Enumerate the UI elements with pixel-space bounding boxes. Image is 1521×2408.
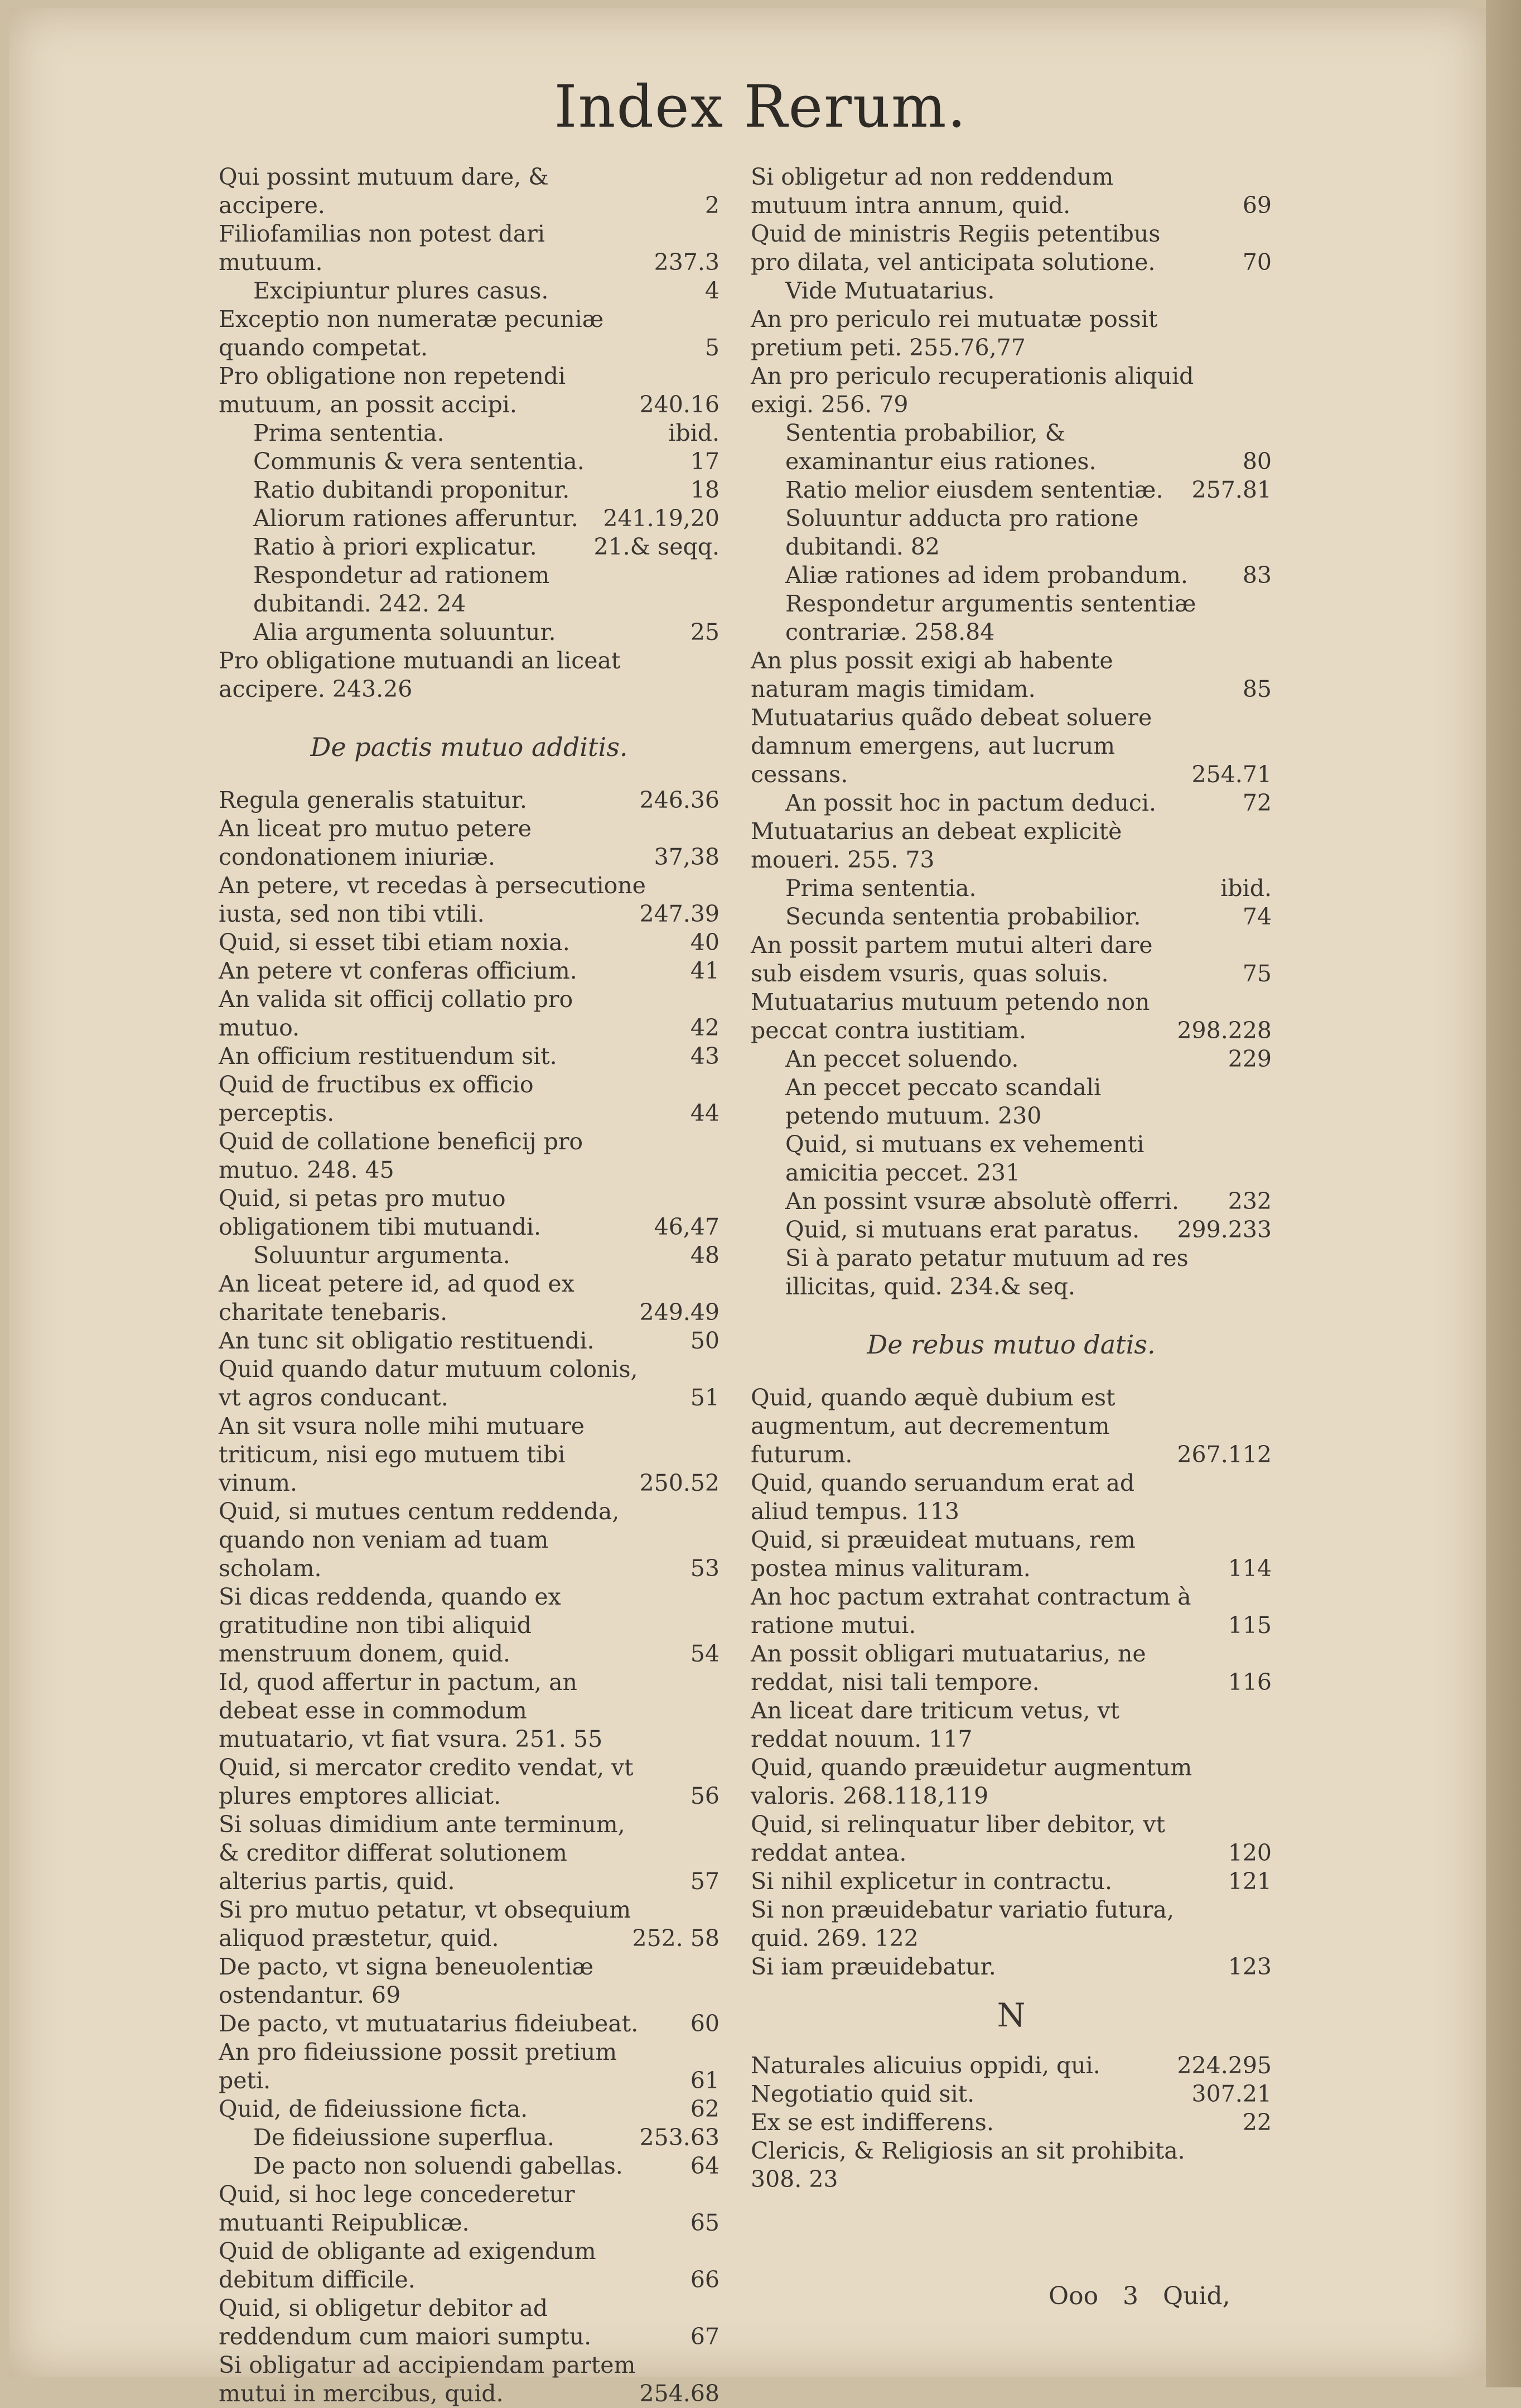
index-entry	[219, 1128, 720, 1184]
catchword-line: Ooo 3 Quid,	[1049, 2282, 1230, 2310]
entry-page-ref: 44	[690, 1100, 720, 1126]
index-entry	[751, 988, 1272, 1045]
entry-page-ref: 2	[704, 192, 720, 219]
entry-text: An liceat pro mutuo petere condonationem iniuriæ.	[219, 815, 532, 870]
entry-text: Negotiatio quid sit.	[751, 2080, 975, 2107]
entry-text: Soluuntur argumenta.	[253, 1242, 510, 1269]
entry-page-ref: 224.295	[1177, 2052, 1272, 2079]
entry-text: Excipiuntur plures casus.	[253, 277, 549, 304]
index-entry	[785, 1130, 1272, 1187]
entry-page-ref: 123	[1228, 1953, 1272, 1980]
entry-page-ref: 241.19,20	[603, 505, 720, 532]
entry-text: Quid de ministris Regiis petentibus pro dilata, vel anticipata solutione.	[751, 220, 1161, 276]
entry-text: Quid, de fideiussione ficta.	[219, 2096, 528, 2122]
index-entry	[785, 874, 1272, 903]
entry-page-ref: 247.39	[639, 900, 720, 927]
index-entry	[219, 1412, 720, 1497]
entry-page-ref: 69	[1242, 192, 1272, 219]
index-entry	[253, 504, 720, 533]
index-entry	[785, 789, 1272, 817]
entry-page-ref: 61	[690, 2067, 720, 2094]
index-entry	[785, 504, 1272, 561]
index-entry	[751, 163, 1272, 220]
index-entry	[253, 2123, 720, 2152]
index-entry	[219, 2351, 720, 2408]
index-entry	[751, 704, 1272, 789]
entry-page-ref: 18	[690, 476, 720, 503]
entry-text: An peccet soluendo.	[785, 1046, 1019, 1072]
entry-text: Si à parato petatur mutuum ad res illicitas, quid. 234.& seq.	[785, 1245, 1189, 1300]
entry-page-ref: 121	[1228, 1868, 1272, 1895]
entry-page-ref: ibid.	[1220, 875, 1272, 902]
entry-text: Quid, quando præuidetur augmentum valoris. 268.118,119	[751, 1754, 1192, 1809]
index-entry	[751, 647, 1272, 704]
index-entry	[219, 1270, 720, 1327]
index-entry	[219, 163, 720, 220]
index-entry	[219, 1042, 720, 1071]
index-entry	[751, 2080, 1272, 2108]
entry-text: Quid, si obligetur debitor ad reddendum cum maiori sumptu.	[219, 2295, 592, 2350]
entry-text: An possit partem mutui alteri dare sub eisdem vsuris, quas soluis.	[751, 932, 1153, 987]
entry-text: Mutuatarius mutuum petendo non peccat contra iustitiam.	[751, 989, 1150, 1044]
index-entry	[785, 277, 1272, 305]
entry-text: Quid de obligante ad exigendum debitum difficile.	[219, 2238, 596, 2293]
entry-page-ref: 80	[1242, 448, 1272, 475]
index-entry	[219, 1953, 720, 2010]
entry-text: An sit vsura nolle mihi mutuare triticum, nisi ego mutuem tibi vinum.	[219, 1413, 585, 1496]
index-entry	[219, 985, 720, 1042]
entry-text: Si non præuidebatur variatio futura, quid. 269. 122	[751, 1896, 1174, 1952]
entry-text: Naturales alicuius oppidi, qui.	[751, 2052, 1100, 2079]
entry-text: De pacto non soluendi gabellas.	[253, 2152, 623, 2179]
index-entry	[219, 1355, 720, 1412]
entry-page-ref: 37,38	[654, 844, 720, 870]
left-column	[219, 163, 720, 2408]
entry-text: An petere vt conferas officium.	[219, 957, 577, 984]
entry-text: Si obligatur ad accipiendam partem mutui in mercibus, quid.	[219, 2352, 636, 2407]
entry-page-ref: 257.81	[1191, 476, 1272, 503]
index-entry	[253, 533, 720, 561]
entry-text: Quid, si mutuans ex vehementi amicitia peccet. 231	[785, 1131, 1145, 1186]
entry-text: Si nihil explicetur in contractu.	[751, 1868, 1113, 1895]
entry-text: Quid de fructibus ex officio perceptis.	[219, 1071, 534, 1126]
entry-page-ref: 74	[1242, 903, 1272, 930]
entry-page-ref: 70	[1242, 249, 1272, 276]
index-entry	[785, 476, 1272, 504]
index-entry	[219, 928, 720, 957]
index-entry	[219, 2180, 720, 2237]
entry-text: An pro periculo rei mutuatæ possit pretium peti. 255.76,77	[751, 306, 1158, 361]
entry-text: Quid, si hoc lege concederetur mutuanti Reipublicæ.	[219, 2181, 575, 2236]
entry-text: Pro obligatione mutuandi an liceat accipere. 243.26	[219, 647, 621, 702]
entry-text: An possit hoc in pactum deduci.	[785, 789, 1157, 816]
entry-page-ref: 57	[690, 1868, 720, 1895]
entry-text: Quid, si relinquatur liber debitor, vt reddat antea.	[751, 1811, 1165, 1866]
index-entry	[751, 1526, 1272, 1583]
entry-page-ref: 53	[690, 1555, 720, 1582]
entry-text: Alia argumenta soluuntur.	[253, 619, 556, 646]
entry-text: An valida sit officij collatio pro mutuo.	[219, 986, 573, 1041]
entry-text: Qui possint mutuum dare, & accipere.	[219, 163, 549, 219]
entry-page-ref: 240.16	[639, 391, 720, 418]
entry-text: Sententia probabilior, & examinantur eius rationes.	[785, 420, 1097, 475]
section-heading: De pactis mutuo additis.	[310, 732, 628, 762]
entry-page-ref: 254.71	[1191, 761, 1272, 788]
entry-page-ref: 232	[1228, 1188, 1272, 1215]
index-entry	[219, 1497, 720, 1583]
index-entry	[751, 2137, 1272, 2194]
entry-text: De pacto, vt mutuatarius fideiubeat.	[219, 2010, 639, 2037]
page-title: Index Rerum.	[554, 73, 967, 141]
entry-text: Quid, quando æquè dubium est augmentum, aut decrementum futurum.	[751, 1384, 1116, 1468]
index-entry	[785, 1073, 1272, 1130]
entry-text: Quid, quando seruandum erat ad aliud tempus. 113	[751, 1470, 1135, 1525]
index-entry	[785, 903, 1272, 931]
entry-page-ref: 46,47	[654, 1213, 720, 1240]
index-entry	[751, 2108, 1272, 2137]
entry-page-ref: 72	[1242, 789, 1272, 816]
entry-page-ref: 253.63	[639, 2124, 720, 2151]
entry-text: Pro obligatione non repetendi mutuum, an possit accipi.	[219, 363, 566, 418]
entry-page-ref: 5	[704, 334, 720, 361]
index-entry	[751, 817, 1272, 874]
entry-text: Quid quando datur mutuum colonis, vt agros conducant.	[219, 1356, 638, 1411]
entry-text: Ratio melior eiusdem sententiæ.	[785, 476, 1163, 503]
entry-text: De pacto, vt signa beneuolentiæ ostendantur. 69	[219, 1953, 594, 2009]
index-entry	[253, 561, 720, 618]
index-entry	[253, 1241, 720, 1270]
index-entry	[785, 590, 1272, 647]
entry-page-ref: 64	[690, 2152, 720, 2179]
entry-page-ref: 51	[690, 1384, 720, 1411]
entry-page-ref: 237.3	[654, 249, 720, 276]
index-entry	[219, 1810, 720, 1896]
index-entry	[751, 1810, 1272, 1867]
entry-text: Exceptio non numeratæ pecuniæ quando competat.	[219, 306, 604, 361]
index-entry	[219, 2038, 720, 2095]
index-entry	[253, 618, 720, 647]
entry-page-ref: 299.233	[1177, 1216, 1272, 1243]
entry-text: Mutuatarius an debeat explicitè moueri. 255. 73	[751, 818, 1122, 873]
index-entry	[785, 419, 1272, 476]
entry-page-ref: 42	[690, 1014, 720, 1041]
index-entry	[219, 1071, 720, 1128]
entry-text: Vide Mutuatarius.	[785, 277, 995, 304]
section-heading: De rebus mutuo datis.	[867, 1330, 1156, 1360]
entry-text: Prima sententia.	[253, 420, 445, 446]
entry-text: An plus possit exigi ab habente naturam magis timidam.	[751, 647, 1113, 702]
index-entry	[785, 561, 1272, 590]
entry-text: Aliæ rationes ad idem probandum.	[785, 562, 1188, 589]
page-fold	[1486, 0, 1521, 2387]
index-entry	[219, 2237, 720, 2294]
entry-page-ref: 116	[1228, 1669, 1272, 1696]
index-entry	[751, 305, 1272, 362]
entry-page-ref: 250.52	[639, 1470, 720, 1496]
index-entry	[219, 1754, 720, 1810]
entry-text: Quid, si mutuans erat paratus.	[785, 1216, 1140, 1243]
index-entry	[253, 447, 720, 476]
entry-text: An liceat petere id, ad quod ex charitate tenebaris.	[219, 1270, 574, 1326]
entry-text: Quid, si præuideat mutuans, rem postea minus valituram.	[751, 1526, 1136, 1582]
index-entry	[219, 647, 720, 704]
entry-text: Si pro mutuo petatur, vt obsequium aliquod præstetur, quid.	[219, 1896, 631, 1952]
index-entry	[219, 871, 720, 928]
index-entry	[219, 2010, 720, 2038]
index-entry	[751, 1583, 1272, 1640]
entry-text: Si dicas reddenda, quando ex gratitudine non tibi aliquid menstruum donem, quid.	[219, 1583, 561, 1667]
index-entry	[219, 957, 720, 985]
entry-text: Si obligetur ad non reddendum mutuum intra annum, quid.	[751, 163, 1114, 219]
index-entry	[219, 362, 720, 419]
index-entry	[219, 1896, 720, 1953]
entry-page-ref: 267.112	[1177, 1441, 1272, 1468]
index-entry	[253, 476, 720, 504]
entry-page-ref: 298.228	[1177, 1017, 1272, 1044]
entry-page-ref: 83	[1242, 562, 1272, 589]
index-entry	[253, 2152, 720, 2180]
index-entry	[219, 220, 720, 277]
entry-page-ref: 66	[690, 2266, 720, 2293]
entry-text: Regula generalis statuitur.	[219, 787, 527, 813]
index-entry	[219, 815, 720, 871]
entry-page-ref: 120	[1228, 1839, 1272, 1866]
entry-page-ref: 75	[1242, 960, 1272, 987]
index-entry	[751, 1384, 1272, 1469]
entry-text: Mutuatarius quãdo debeat soluere damnum emergens, aut lucrum cessans.	[751, 704, 1152, 788]
section-letter: N	[997, 1996, 1026, 2034]
entry-page-ref: 54	[690, 1640, 720, 1667]
entry-page-ref: 114	[1228, 1555, 1272, 1582]
entry-page-ref: 254.68	[639, 2380, 720, 2407]
entry-page-ref: 40	[690, 929, 720, 956]
index-entry	[751, 362, 1272, 419]
index-entry	[219, 2294, 720, 2351]
entry-text: Quid, si petas pro mutuo obligationem tibi mutuandi.	[219, 1185, 542, 1240]
index-entry	[785, 1244, 1272, 1301]
index-entry	[751, 1469, 1272, 1526]
index-entry	[751, 1953, 1272, 1981]
entry-page-ref: 65	[690, 2209, 720, 2236]
index-entry	[219, 786, 720, 815]
entry-page-ref: 249.49	[639, 1299, 720, 1326]
index-entry	[751, 2051, 1272, 2080]
entry-page-ref: ibid.	[668, 420, 720, 446]
entry-text: Soluuntur adducta pro ratione dubitandi. 82	[785, 505, 1139, 560]
entry-page-ref: 62	[690, 2096, 720, 2122]
entry-page-ref: 22	[1242, 2109, 1272, 2136]
entry-text: Prima sententia.	[785, 875, 977, 902]
entry-text: Communis & vera sententia.	[253, 448, 585, 475]
entry-page-ref: 56	[690, 1783, 720, 1809]
index-entry	[219, 2095, 720, 2123]
entry-text: Filiofamilias non potest dari mutuum.	[219, 220, 545, 276]
entry-text: Respondetur argumentis sententiæ contrariæ. 258.84	[785, 590, 1196, 646]
index-entry	[751, 1896, 1272, 1953]
entry-page-ref: 50	[690, 1327, 720, 1354]
entry-page-ref: 4	[704, 277, 720, 304]
entry-page-ref: 21.& seqq.	[593, 533, 720, 560]
index-entry	[785, 1187, 1272, 1216]
entry-text: An possint vsuræ absolutè offerri.	[785, 1188, 1179, 1215]
entry-text: An liceat dare triticum vetus, vt reddat nouum. 117	[751, 1697, 1120, 1752]
index-entry	[219, 1668, 720, 1754]
entry-text: Secunda sententia probabilior.	[785, 903, 1141, 930]
entry-page-ref: 41	[690, 957, 720, 984]
entry-page-ref: 229	[1228, 1046, 1272, 1072]
index-entry	[253, 277, 720, 305]
index-entry	[219, 1184, 720, 1241]
entry-text: Ratio à priori explicatur.	[253, 533, 537, 560]
entry-page-ref: 115	[1228, 1612, 1272, 1639]
entry-text: Ratio dubitandi proponitur.	[253, 476, 570, 503]
entry-text: Quid, si mercator credito vendat, vt plures emptores alliciat.	[219, 1754, 634, 1809]
right-column	[751, 163, 1272, 2194]
entry-text: An officium restituendum sit.	[219, 1043, 557, 1070]
index-entry	[253, 419, 720, 447]
entry-text: Quid, si mutues centum reddenda, quando non veniam ad tuam scholam.	[219, 1498, 620, 1582]
entry-text: Quid, si esset tibi etiam noxia.	[219, 929, 570, 956]
index-entry	[751, 1867, 1272, 1896]
index-entry	[785, 1045, 1272, 1073]
entry-text: Ex se est indifferens.	[751, 2109, 994, 2136]
entry-page-ref: 307.21	[1191, 2080, 1272, 2107]
entry-text: An possit obligari mutuatarius, ne reddat, nisi tali tempore.	[751, 1640, 1146, 1696]
entry-text: Aliorum rationes afferuntur.	[253, 505, 578, 532]
entry-text: De fideiussione superflua.	[253, 2124, 554, 2151]
entry-page-ref: 85	[1242, 676, 1272, 702]
index-entry	[751, 1697, 1272, 1754]
entry-text: An petere, vt recedas à persecutione iusta, sed non tibi vtili.	[219, 872, 646, 927]
entry-text: Si iam præuidebatur.	[751, 1953, 996, 1980]
entry-text: An peccet peccato scandali petendo mutuum. 230	[785, 1074, 1102, 1129]
index-entry	[751, 1754, 1272, 1810]
entry-text: An tunc sit obligatio restituendi.	[219, 1327, 595, 1354]
index-entry	[785, 1216, 1272, 1244]
index-entry	[751, 1640, 1272, 1697]
entry-page-ref: 17	[690, 448, 720, 475]
entry-page-ref: 252. 58	[632, 1925, 720, 1952]
entry-text: Si soluas dimidium ante terminum, & creditor differat solutionem alterius partis, quid.	[219, 1811, 625, 1895]
entry-text: Clericis, & Religiosis an sit prohibita. 308. 23	[751, 2137, 1185, 2193]
entry-text: An pro periculo recuperationis aliquid exigi. 256. 79	[751, 363, 1194, 418]
index-entry	[751, 931, 1272, 988]
entry-text: Quid de collatione beneficij pro mutuo. 248. 45	[219, 1128, 583, 1183]
index-entry	[219, 1327, 720, 1355]
entry-page-ref: 48	[690, 1242, 720, 1269]
entry-page-ref: 60	[690, 2010, 720, 2037]
entry-text: Respondetur ad rationem dubitandi. 242. 24	[253, 562, 550, 617]
entry-page-ref: 43	[690, 1043, 720, 1070]
entry-text: An pro fideiussione possit pretium peti.	[219, 2039, 617, 2094]
index-entry	[219, 1583, 720, 1668]
entry-page-ref: 246.36	[639, 787, 720, 813]
entry-text: Id, quod affertur in pactum, an debeat esse in commodum mutuatario, vt fiat vsura. 251. 55	[219, 1669, 603, 1752]
index-entry	[219, 305, 720, 362]
entry-page-ref: 67	[690, 2323, 720, 2350]
entry-page-ref: 25	[690, 619, 720, 646]
entry-text: An hoc pactum extrahat contractum à ratione mutui.	[751, 1583, 1191, 1639]
index-entry	[751, 220, 1272, 277]
